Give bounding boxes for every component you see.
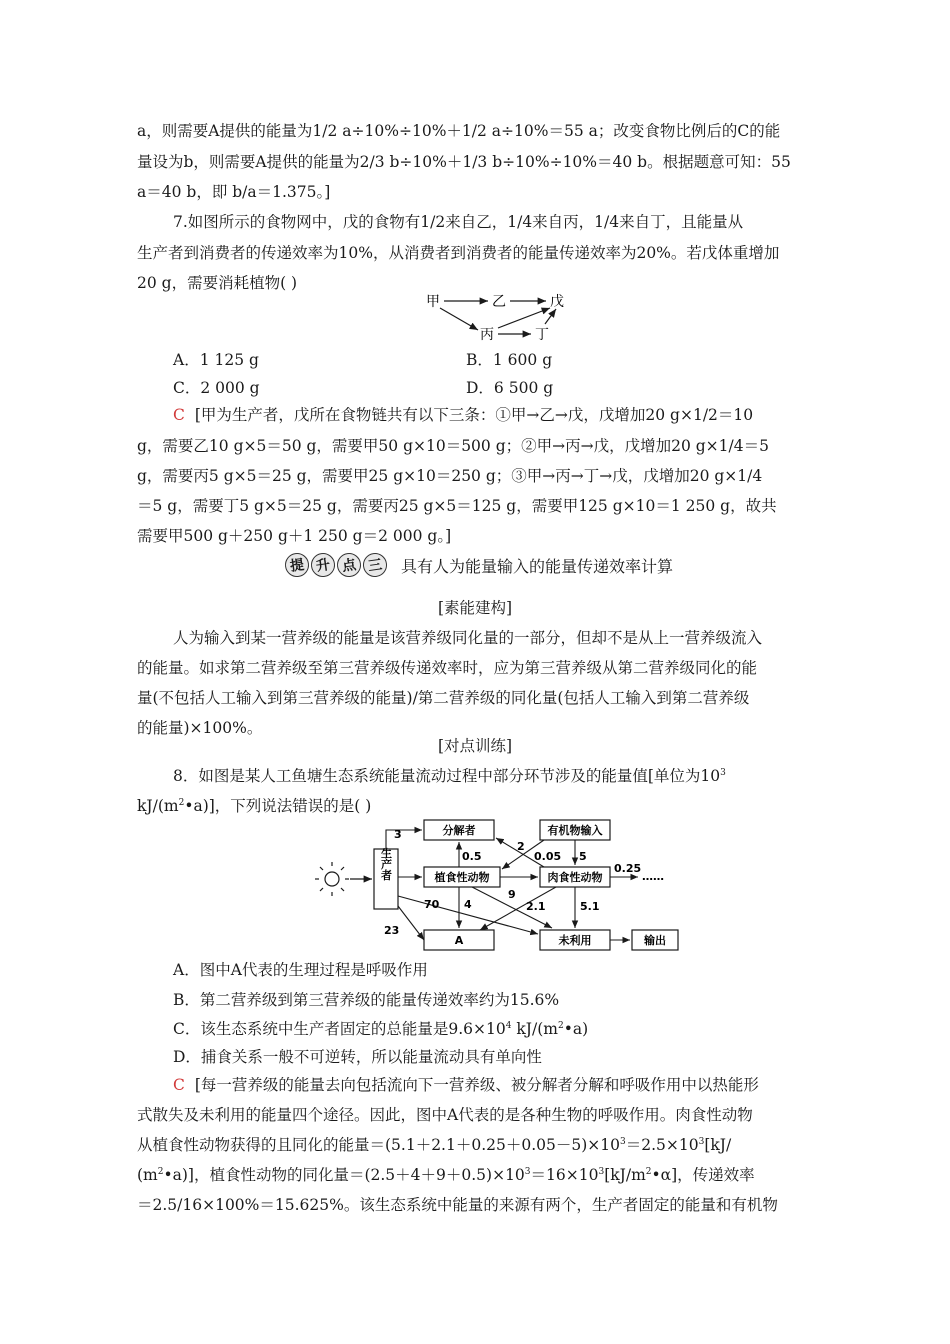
label-unused: 未利用 (558, 934, 592, 947)
q7-option-d: D．6 500 g (466, 379, 554, 397)
arrow-jia-bing (440, 308, 478, 330)
label-herbivore: 植食性动物 (434, 871, 490, 884)
construct-text: 的能量)×100%。 (137, 719, 263, 737)
value-5-1: 5.1 (580, 900, 600, 913)
training-label: [对点训练] (437, 737, 513, 755)
q7-option-a: A．1 125 g (173, 351, 259, 369)
q7-stem: 生产者到消费者的传递效率为10%，从消费者到消费者的能量传递效率为20%。若戊体重增加 (137, 244, 780, 262)
q8-option-b: B．第二营养级到第三营养级的能量传递效率约为15.6% (173, 991, 560, 1009)
q8-option-d: D．捕食关系一般不可逆转，所以能量流动具有单向性 (173, 1048, 542, 1066)
value-0-25: 0.25 (614, 862, 642, 875)
value-23: 23 (384, 924, 400, 937)
node-yi: 乙 (492, 294, 506, 310)
value-2: 2 (517, 840, 525, 853)
q8-explanation: 从植食性动物获得的且同化的能量$=(5.1+2.1+0.25+0.05-5)\times 10^3=2.5\times 10^3[kJ/$ (137, 1136, 732, 1154)
label-output: 输出 (644, 934, 666, 947)
energy-flow-diagram (312, 816, 712, 956)
arrow-producer-decomposer (386, 830, 422, 849)
construct-text: 人为输入到某一营养级的能量是该营养级同化量的一部分，但却不是从上一营养级流入 (173, 629, 763, 647)
answer-letter: C (173, 1076, 185, 1094)
q8-option-c: C．该生态系统中生产者固定的总能量是$9.6\times 10^4$ $kJ/(m^2•a)$ (173, 1020, 589, 1038)
sun-icon (315, 862, 349, 896)
q8-explanation: C [每一营养级的能量去向包括流向下一营养级、被分解者分解和呼吸作用中以热能形 (173, 1076, 759, 1094)
node-wu: 戊 (550, 294, 564, 310)
q8-option-a: A．图中A代表的生理过程是呼吸作用 (173, 961, 428, 979)
q8-stem: $kJ/(m^2•a)$]，下列说法错误的是( ) (137, 797, 372, 815)
q7-explanation: 需要甲500 g＋250 g＋1 250 g＝2 000 g。] (137, 527, 452, 545)
label-organic-input: 有机物输入 (547, 824, 603, 837)
label-carnivore: 肉食性动物 (547, 871, 603, 884)
label-a: A (454, 934, 464, 947)
node-bing: 丙 (480, 327, 494, 343)
q8-stem: 8．如图是某人工鱼塘生态系统能量流动过程中部分环节涉及的能量值[单位为$10^3$ (173, 767, 726, 785)
q7-stem: 7.如图所示的食物网中，戊的食物有1/2来自乙，1/4来自丙，1/4来自丁，且能量从 (173, 213, 744, 231)
construct-label: [素能建构] (437, 599, 513, 617)
value-dots: …… (642, 870, 664, 883)
label-decomposer: 分解者 (442, 824, 476, 837)
q7-option-c: C．2 000 g (173, 379, 260, 397)
value-4: 4 (464, 898, 472, 911)
text-line: a＝40 b，即 b/a＝1.375。] (137, 183, 331, 201)
value-70: 70 (424, 898, 440, 911)
answer-letter: C (173, 406, 185, 424)
node-ding: 丁 (535, 327, 549, 343)
value-0-5: 0.5 (462, 850, 482, 863)
value-3: 3 (394, 828, 402, 841)
arrow-producer-a (398, 906, 424, 940)
q7-option-b: B．1 600 g (466, 351, 553, 369)
q7-explanation: g，需要丙5 g×5＝25 g，需要甲25 g×10＝250 g；③甲→丙→丁→戊，戊增加20 g×1/4 (137, 467, 763, 485)
text-line: a，则需要A提供的能量为1/2 a÷10%÷10%＋1/2 a÷10%＝55 a；改变食物比例后的C的能 (137, 122, 781, 140)
value-9: 9 (508, 888, 516, 901)
section-badge: 提 升 点 三 (285, 553, 387, 577)
text-line: 量设为b，则需要A提供的能量为2/3 b÷10%＋1/3 b÷10%÷10%＝40 b。根据题意可知：55 (137, 153, 791, 171)
q7-explanation: g，需要乙10 g×5＝50 g，需要甲50 g×10＝500 g；②甲→丙→戊，戊增加20 g×1/4＝5 (137, 437, 769, 455)
value-5: 5 (579, 850, 587, 863)
q7-explanation: ＝5 g，需要丁5 g×5＝25 g，需要丙25 g×5＝125 g，需要甲125 g×10＝1 250 g，故共 (137, 497, 777, 515)
q7-stem: 20 g，需要消耗植物( ) (137, 274, 298, 292)
construct-text: 量(不包括人工输入到第三营养级的能量)/第二营养级的同化量(包括人工输入到第二营养级 (137, 689, 750, 707)
q8-explanation: 式散失及未利用的能量四个途径。因此，图中A代表的是各种生物的呼吸作用。肉食性动物 (137, 1106, 753, 1124)
node-jia: 甲 (426, 294, 440, 310)
q8-explanation: ＝2.5/16×100%＝15.625%。该生态系统中能量的来源有两个，生产者固定的能量和有机物 (137, 1196, 778, 1214)
arrow-bing-wu (498, 308, 550, 328)
arrow-ding-wu (545, 309, 556, 324)
label-producer: 生产者 (379, 847, 393, 881)
q7-explanation: C [甲为生产者，戊所在食物链共有以下三条：①甲→乙→戊，戊增加20 g×1/2＝10 (173, 406, 754, 424)
value-2-1: 2.1 (526, 900, 546, 913)
food-web-diagram (420, 282, 580, 346)
q8-explanation: $(m^2•a)$]，植食性动物的同化量$=(2.5+4+9+0.5)\times 10^3=16\times 10^3[kJ/m^2•\alpha]$，传递效率 (137, 1166, 755, 1184)
construct-text: 的能量。如求第二营养级至第三营养级传递效率时，应为第三营养级从第二营养级同化的能 (137, 659, 758, 677)
value-0-05: 0.05 (534, 850, 562, 863)
section-title: 具有人为能量输入的能量传递效率计算 (401, 556, 674, 576)
section-banner (285, 553, 673, 577)
